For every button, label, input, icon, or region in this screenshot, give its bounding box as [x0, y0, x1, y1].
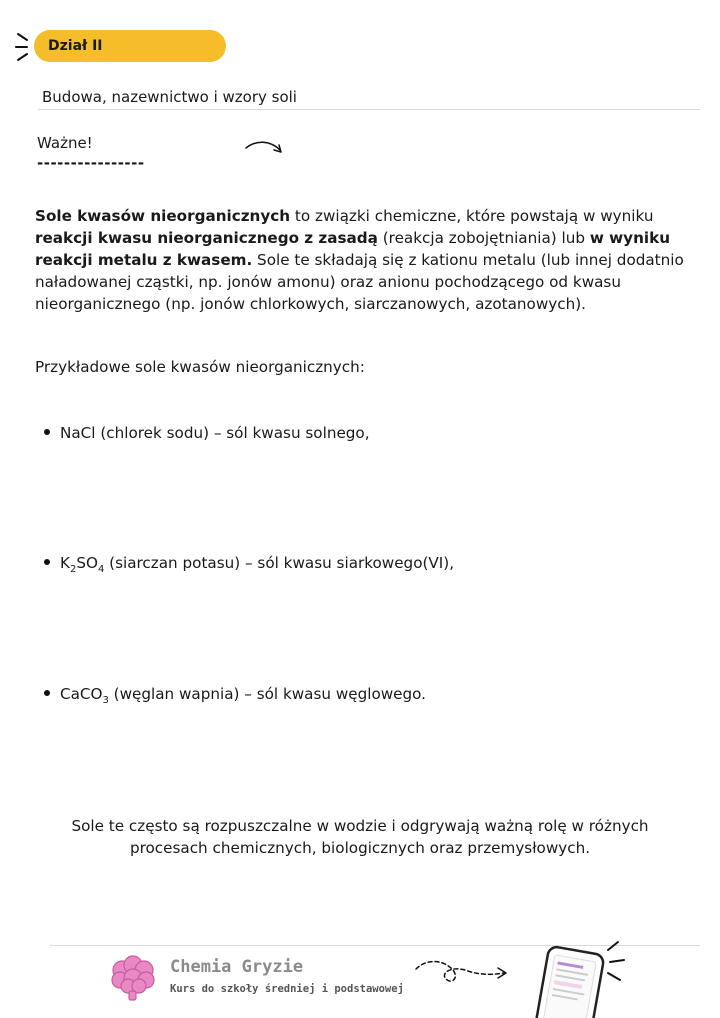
note-title: Ważne!	[37, 134, 93, 152]
page-subtitle: Budowa, nazewnictwo i wzory soli	[42, 88, 297, 106]
bold-term: reakcji kwasu nieorganicznego z zasadą	[35, 229, 378, 247]
list-item	[44, 424, 370, 442]
formula-subscript: 2	[69, 564, 77, 576]
definition-paragraph	[35, 205, 685, 315]
loop-arrow-icon	[412, 955, 512, 991]
brain-icon	[108, 952, 158, 1002]
bold-term: w wyniku reakcji metalu z kwasem.	[35, 229, 671, 269]
important-note	[37, 133, 145, 173]
formula-subscript: 4	[97, 564, 105, 576]
bullet-dot	[44, 429, 50, 435]
closing-paragraph: Sole te często są rozpuszczalne w wodzie i odgrywają ważną rolę w różnych procesach chemicznych, biologicznych oraz przemysłowych.	[71, 817, 649, 857]
formula-subscript: 3	[102, 695, 109, 707]
text-run: (reakcja zobojętniania) lub	[377, 229, 590, 247]
text-run: Sole te składają się z kationu metalu (lub innej dodatnio naładowanej cząstki, np. jonów amonu) oraz anionu pochodzącego od kwasu nieorganicznego (np. jonów chlorkowych, siarczanowych, azotanowych).	[35, 251, 684, 313]
section-badge	[34, 30, 226, 62]
bullet-dot	[44, 559, 50, 565]
section-label: Dział II	[48, 38, 103, 54]
text-run: to związki chemiczne, które powstają w wyniku	[290, 207, 654, 225]
note-dashes: ----------------	[37, 154, 145, 172]
phone-icon	[520, 940, 630, 1018]
list-item	[44, 554, 454, 575]
curved-arrow-icon	[244, 138, 286, 158]
spark-icon	[14, 30, 34, 64]
examples-heading: Przykładowe sole kwasów nieorganicznych:	[35, 358, 365, 376]
bold-term: Sole kwasów nieorganicznych	[35, 207, 291, 225]
list-item-text: (siarczan potasu) – sól kwasu siarkowego(VI),	[104, 554, 455, 572]
list-item	[44, 685, 426, 706]
list-item-text: NaCl (chlorek sodu) – sól kwasu solnego,	[60, 424, 370, 442]
formula-text: SO	[76, 554, 98, 572]
formula-text: K	[60, 554, 70, 572]
bullet-dot	[44, 690, 50, 696]
brand-name: Chemia Gryzie	[170, 957, 304, 977]
list-item-text: (węglan wapnia) – sól kwasu węglowego.	[108, 685, 427, 703]
brand-tagline: Kurs do szkoły średniej i podstawowej	[170, 983, 404, 995]
formula-text: CaCO	[60, 685, 103, 703]
divider	[38, 109, 700, 110]
